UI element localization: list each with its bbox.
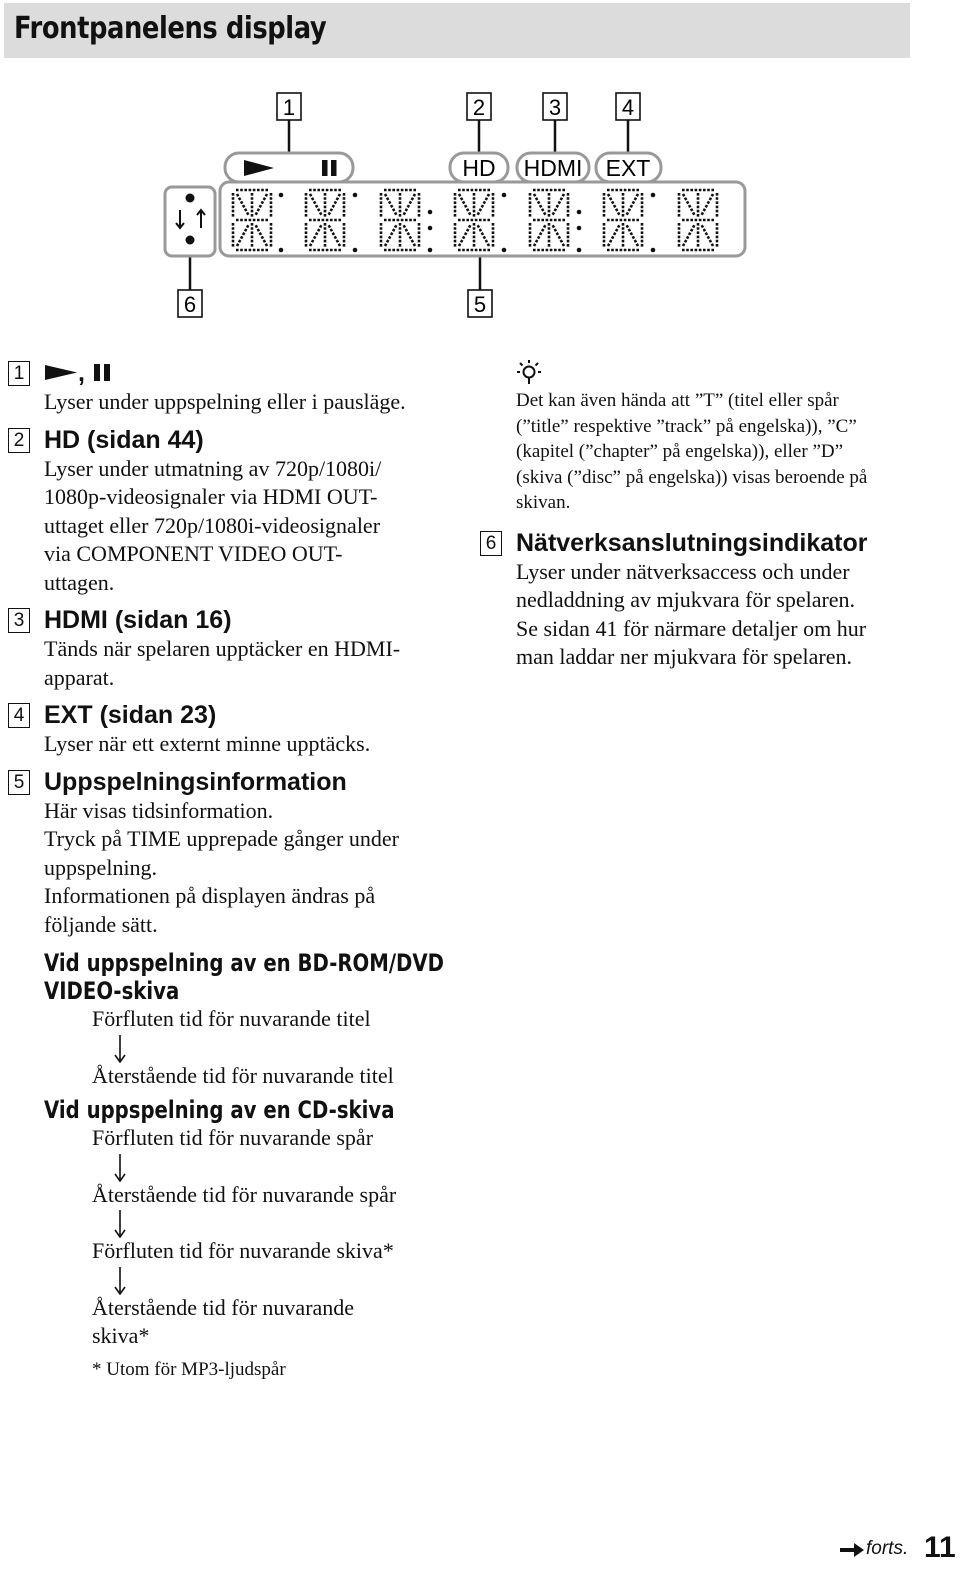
item-body-line: apparat. — [44, 664, 115, 690]
item-4 — [8, 700, 448, 759]
item-heading: HDMI (sidan 16) — [44, 606, 232, 634]
item-body-line: Se sidan 41 för närmare detaljer om hur — [516, 615, 867, 641]
play-icon — [44, 361, 78, 383]
left-column — [8, 358, 448, 1391]
callout-1 — [277, 93, 301, 120]
hint-line: skivan. — [516, 492, 571, 513]
item-heading: HD (sidan 44) — [44, 425, 204, 454]
item-body-line: Lyser när ett externt minne upptäcks. — [44, 731, 371, 756]
item-1 — [8, 358, 448, 417]
right-column — [480, 358, 920, 680]
svg-text:HDMI: HDMI — [523, 155, 583, 181]
continued-label: forts. — [866, 1538, 909, 1559]
item-body-line: 1080p-videosignaler via HDMI OUT- — [44, 484, 378, 509]
item-body-line: Tänds när spelaren upptäcker en HDMI- — [44, 636, 401, 661]
item-body-line: Lyser under nätverksaccess och under — [516, 558, 850, 584]
hint-line: (”title” respektive ”track” på engelska)), ”C” — [516, 415, 857, 437]
item-body-line: Lyser under utmatning av 720p/1080i/ — [44, 455, 382, 481]
item-body-line: följande sätt. — [44, 911, 158, 937]
item-number: 6 — [480, 531, 502, 556]
hd-indicator — [450, 153, 508, 182]
sequence-step: Förfluten tid för nuvarande spår — [92, 1125, 374, 1150]
item-body-line: uttaget eller 720p/1080i-videosignaler — [44, 512, 381, 538]
item-body-line: nedladdning av mjukvara för spelaren. — [516, 587, 856, 612]
bd-subheading: Vid uppspelning av en BD-ROM/DVD VIDEO-skiva — [44, 949, 444, 1005]
pause-icon — [322, 160, 328, 176]
svg-text:EXT: EXT — [605, 155, 651, 181]
svg-text:3: 3 — [548, 95, 562, 120]
down-arrow-icon — [92, 1034, 448, 1062]
item-heading: , — [44, 358, 448, 388]
item-2 — [8, 425, 448, 598]
item-body-line: Informationen på displayen ändras på — [44, 883, 376, 908]
callout-5 — [468, 290, 492, 317]
item-body: Lyser under uppspelning eller i pausläge. — [44, 389, 406, 414]
cd-sequence — [44, 1124, 448, 1351]
item-heading: Uppspelningsinformation — [44, 767, 347, 796]
title-bar — [4, 3, 910, 58]
sequence-step: Förfluten tid för nuvarande skiva* — [92, 1238, 394, 1263]
sequence-step: Återstående tid för nuvarande titel — [92, 1062, 394, 1088]
hdmi-indicator — [517, 153, 589, 182]
cd-subheading: Vid uppspelning av en CD-skiva — [44, 1096, 395, 1124]
continue-arrow-icon — [840, 1543, 864, 1557]
callout-6 — [178, 290, 202, 317]
svg-text:2: 2 — [472, 95, 486, 120]
item-number: 5 — [8, 770, 30, 795]
item-body-line: man laddar ner mjukvara för spelaren. — [516, 644, 852, 669]
callout-2 — [467, 93, 491, 120]
item-number: 2 — [8, 428, 30, 453]
down-arrow-icon — [92, 1209, 448, 1237]
item-6 — [480, 528, 920, 672]
item-body-line: Här visas tidsinformation. — [44, 797, 274, 823]
item-body-line: uppspelning. — [44, 854, 158, 880]
page-title: Frontpanelens display — [14, 11, 327, 46]
front-panel-diagram — [0, 80, 960, 330]
item-heading: Nätverksanslutningsindikator — [516, 528, 868, 557]
item-number: 1 — [8, 361, 30, 386]
bd-sequence — [44, 1005, 448, 1090]
down-arrow-icon — [92, 1266, 448, 1294]
callout-3 — [543, 93, 567, 120]
svg-text:HD: HD — [462, 155, 496, 181]
ext-indicator — [596, 153, 661, 182]
item-number: 3 — [8, 608, 30, 633]
play-pause-indicator — [225, 153, 353, 182]
network-indicator — [165, 187, 215, 256]
item-heading: EXT (sidan 23) — [44, 701, 217, 729]
svg-text:5: 5 — [473, 292, 487, 317]
footnote: * Utom för MP3-ljudspår — [92, 1358, 286, 1380]
segment-display — [220, 182, 745, 256]
callout-4 — [616, 93, 640, 120]
page-number: 11 — [924, 1531, 956, 1564]
item-number: 4 — [8, 703, 30, 728]
lightbulb-icon — [480, 358, 920, 388]
item-body-line: uttagen. — [44, 569, 115, 595]
hint-block — [480, 358, 920, 516]
sequence-step: Återstående tid för nuvarande — [92, 1294, 355, 1320]
down-arrow-icon — [92, 1153, 448, 1181]
item-body-line: Tryck på TIME upprepade gånger under — [44, 826, 399, 851]
svg-text:4: 4 — [621, 95, 635, 120]
sequence-step: Återstående tid för nuvarande spår — [92, 1181, 397, 1207]
svg-text:1: 1 — [282, 95, 296, 120]
sequence-step: Förfluten tid för nuvarande titel — [92, 1006, 371, 1031]
hint-line: Det kan även hända att ”T” (titel eller spår — [516, 390, 839, 411]
svg-text:6: 6 — [183, 292, 197, 317]
hint-line: (kapitel (”chapter” på engelska)), eller ”D” — [516, 441, 844, 462]
hint-line: (skiva (”disc” på engelska)) visas beroende på — [516, 466, 868, 488]
item-5 — [8, 767, 448, 1383]
sequence-step: skiva* — [92, 1323, 150, 1348]
item-3 — [8, 605, 448, 692]
pause-icon — [92, 361, 112, 383]
item-body-line: via COMPONENT VIDEO OUT- — [44, 541, 343, 566]
